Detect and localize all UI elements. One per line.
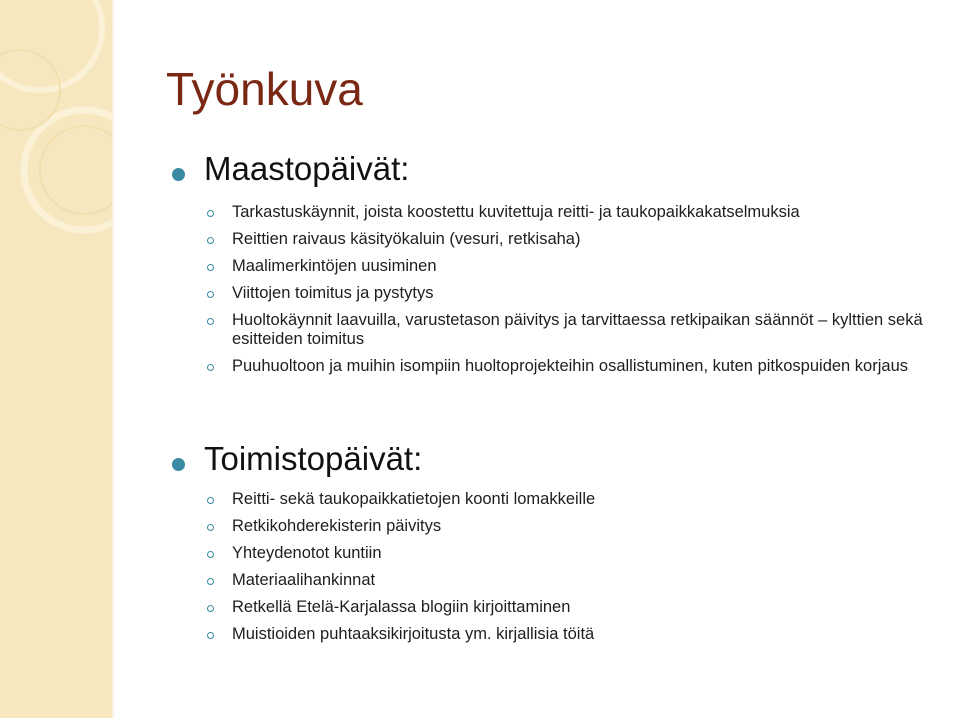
side-divider <box>112 0 114 718</box>
ring-bullet-icon <box>207 605 214 612</box>
list-item: Viittojen toimitus ja pystytys <box>207 284 927 303</box>
maastopaivat-list <box>207 203 927 376</box>
bullet-dot-icon <box>172 458 185 471</box>
ring-bullet-icon <box>207 578 214 585</box>
ring-bullet-icon <box>207 632 214 639</box>
ring-bullet-icon <box>207 524 214 531</box>
section-heading-text: Toimistopäivät: <box>204 440 423 477</box>
list-item: Retkikohderekisterin päivitys <box>207 517 927 536</box>
list-item: Materiaalihankinnat <box>207 571 927 590</box>
list-item: Reittien raivaus käsityökaluin (vesuri, retkisaha) <box>207 230 927 249</box>
section-heading-text: Maastopäivät: <box>204 150 410 187</box>
ring-bullet-icon <box>207 237 214 244</box>
list-item: Yhteydenotot kuntiin <box>207 544 927 563</box>
ring-bullet-icon <box>207 318 214 325</box>
ring-bullet-icon <box>207 551 214 558</box>
list-item: Reitti- sekä taukopaikkatietojen koonti lomakkeille <box>207 490 927 509</box>
decorative-circles <box>0 0 112 718</box>
ring-bullet-icon <box>207 364 214 371</box>
bullet-dot-icon <box>172 168 185 181</box>
list-item: Retkellä Etelä-Karjalassa blogiin kirjoittaminen <box>207 598 927 617</box>
toimistopaivat-list <box>207 490 927 644</box>
list-item: Muistioiden puhtaaksikirjoitusta ym. kirjallisia töitä <box>207 625 927 644</box>
list-item: Tarkastuskäynnit, joista koostettu kuvitettuja reitti- ja taukopaikkakatselmuksia <box>207 203 927 222</box>
list-item: Puuhuoltoon ja muihin isompiin huoltoprojekteihin osallistuminen, kuten pitkospuiden korjaus <box>207 357 927 376</box>
list-item: Huoltokäynnit laavuilla, varustetason päivitys ja tarvittaessa retkipaikan säännöt – kylttien sekä esitteiden toimitus <box>207 311 927 349</box>
decorative-side-band <box>0 0 112 718</box>
ring-bullet-icon <box>207 497 214 504</box>
list-item: Maalimerkintöjen uusiminen <box>207 257 927 276</box>
ring-bullet-icon <box>207 264 214 271</box>
ring-bullet-icon <box>207 210 214 217</box>
slide-title: Työnkuva <box>166 63 363 115</box>
ring-bullet-icon <box>207 291 214 298</box>
